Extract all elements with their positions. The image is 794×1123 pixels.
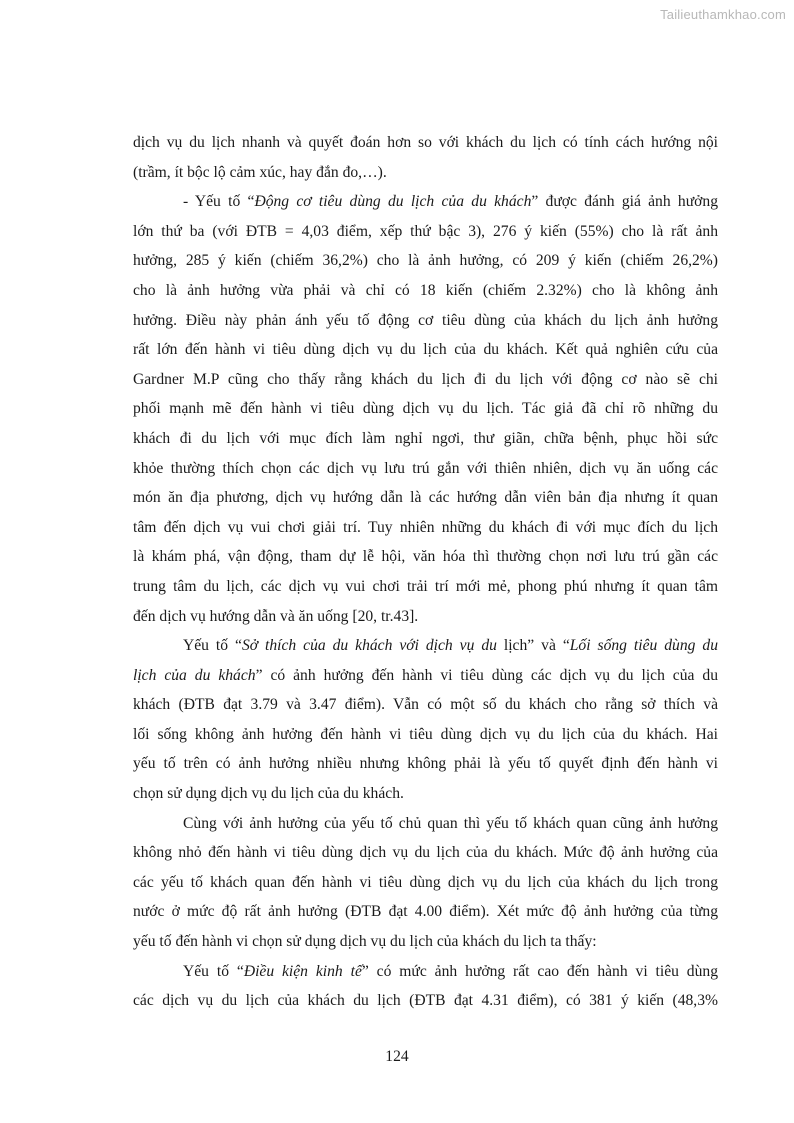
text-line: hưởng. Điều này phản ánh yếu tố động cơ tiêu dùng của khách du lịch ảnh hưởng xyxy=(133,311,718,329)
text-line: các yếu tố khách quan đến hành vi tiêu dùng dịch vụ du lịch của khách du lịch trong xyxy=(133,873,718,891)
text-line: yếu tố đến hành vi chọn sử dụng dịch vụ du lịch của khách du lịch ta thấy: xyxy=(133,933,597,951)
text-line: Cùng với ảnh hưởng của yếu tố chủ quan thì yếu tố khách quan cũng ảnh hưởng xyxy=(183,814,718,832)
text-line: rất lớn đến hành vi tiêu dùng dịch vụ du lịch của du khách. Kết quả nghiên cứu của xyxy=(133,341,718,359)
text-line: Yếu tố “Điều kiện kinh tế” có mức ảnh hưởng rất cao đến hành vi tiêu dùng xyxy=(183,962,718,980)
text-line: Gardner M.P cũng cho thấy rằng khách du lịch đi du lịch với động cơ nào sẽ chi xyxy=(133,370,718,388)
text-line: là khám phá, vận động, tham dự lễ hội, văn hóa thì thường chọn nơi lưu trú gần các xyxy=(133,548,718,566)
text-line: khỏe thường thích chọn các dịch vụ lưu trú gắn với thiên nhiên, dịch vụ ăn uống các xyxy=(133,459,718,477)
text-line: khách đi du lịch với mục đích làm nghỉ ngơi, thư giãn, chữa bệnh, phục hồi sức xyxy=(133,429,718,447)
text-line: dịch vụ du lịch nhanh và quyết đoán hơn so với khách du lịch có tính cách hướng nội xyxy=(133,134,718,151)
text-line: chọn sử dụng dịch vụ du lịch của du khách. xyxy=(133,785,404,803)
text-line: tâm đến dịch vụ vui chơi giải trí. Tuy nhiên những du khách đi với mục đích du lịch xyxy=(133,518,718,536)
text-line: món ăn địa phương, dịch vụ hướng dẫn là các hướng dẫn viên bản địa nhưng ít quan xyxy=(133,489,718,507)
text-line: không nhỏ đến hành vi tiêu dùng dịch vụ du lịch của du khách. Mức độ ảnh hưởng của xyxy=(133,844,718,862)
text-line: đến dịch vụ hướng dẫn và ăn uống [20, tr.43]. xyxy=(133,607,419,625)
text-line: các dịch vụ du lịch của khách du lịch (ĐTB đạt 4.31 điểm), có 381 ý kiến (48,3% xyxy=(133,992,718,1010)
text-line: cho là ảnh hưởng vừa phải và chỉ có 18 kiến (chiếm 2.32%) cho là không ảnh xyxy=(133,281,718,299)
text-line: (trầm, ít bộc lộ cảm xúc, hay đắn đo,…). xyxy=(133,163,387,181)
document-body xyxy=(133,128,718,1016)
text-line: Yếu tố “Sở thích của du khách với dịch vụ du lịch” và “Lối sống tiêu dùng du xyxy=(183,637,718,655)
text-line: hưởng, 285 ý kiến (chiếm 36,2%) cho là ảnh hưởng, có 209 ý kiến (chiếm 26,2%) xyxy=(133,252,718,270)
text-line: - Yếu tố “Động cơ tiêu dùng du lịch của du khách” được đánh giá ảnh hưởng xyxy=(183,193,718,211)
text-line: lớn thứ ba (với ĐTB = 4,03 điểm, xếp thứ bậc 3), 276 ý kiến (55%) cho là rất ảnh xyxy=(133,222,718,240)
text-line: trung tâm du lịch, các dịch vụ vui chơi trải trí mới mẻ, phong phú nhưng ít quan tâm xyxy=(133,577,718,595)
text-line: khách (ĐTB đạt 3.79 và 3.47 điểm). Vẫn có một số du khách cho rằng sở thích và xyxy=(133,696,718,714)
text-line: lịch của du khách” có ảnh hưởng đến hành vi tiêu dùng các dịch vụ du lịch của du xyxy=(133,666,718,684)
text-line: nước ở mức độ rất ảnh hưởng (ĐTB đạt 4.00 điểm). Xét mức độ ảnh hưởng của từng xyxy=(133,903,718,921)
text-line: phối mạnh mẽ đến hành vi tiêu dùng dịch vụ du lịch. Tác giả đã chỉ rõ những du xyxy=(133,400,718,418)
text-line: yếu tố trên có ảnh hưởng nhiều nhưng không phải là yếu tố quyết định đến hành vi xyxy=(133,755,718,773)
page-number: 124 xyxy=(385,1048,409,1065)
text-line: lối sống không ảnh hưởng đến hành vi tiêu dùng dịch vụ du lịch của du khách. Hai xyxy=(133,725,718,743)
watermark: Tailieuthamkhao.com xyxy=(660,7,786,22)
